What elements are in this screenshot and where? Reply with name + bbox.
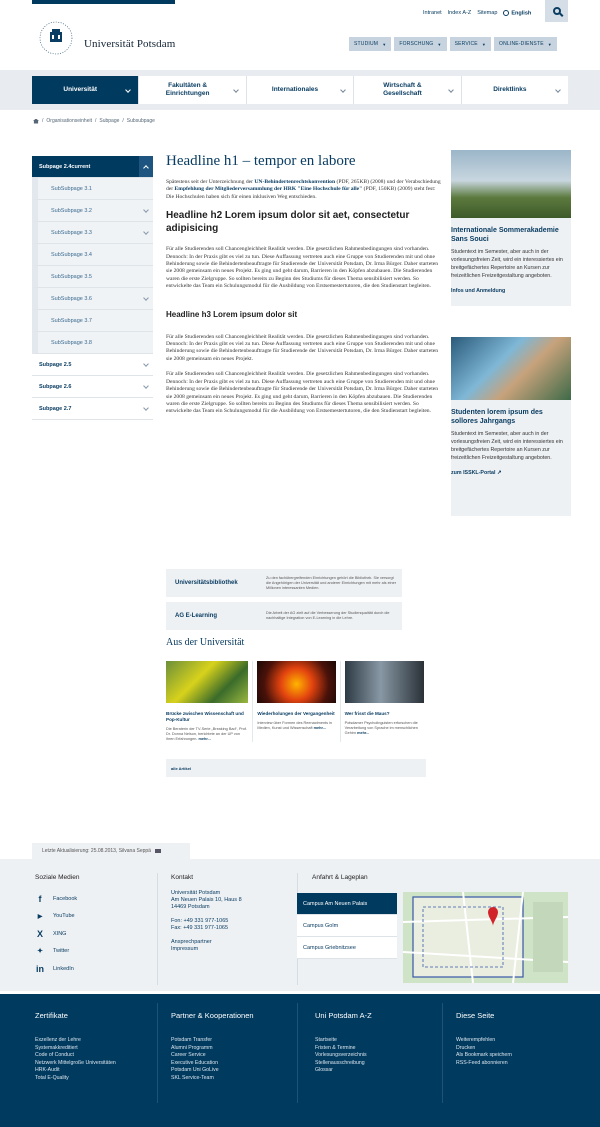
social-youtube[interactable]: ▶ YouTube	[35, 908, 79, 926]
sidenav-subitem[interactable]: SubSubpage 3.4	[32, 244, 153, 266]
directions	[303, 874, 397, 959]
chevron-down-icon	[143, 405, 149, 411]
teaser-link[interactable]: zum ISSKL-Portal ↗	[451, 470, 502, 476]
chevron-down-icon	[340, 87, 346, 93]
news-item[interactable]	[166, 661, 253, 742]
footer-link[interactable]: Stellenausschreibung	[315, 1059, 365, 1066]
teaser-studenten	[451, 337, 571, 516]
news-text: Potsdamer Psycholinguisten erforschen die Verarbeitung von Sprache im menschlichen Gehirn mehr...	[344, 721, 418, 735]
nav-universitaet[interactable]: Universität	[32, 76, 139, 104]
main-content	[166, 152, 442, 424]
page-title: Headline h1 – tempor en labore	[166, 153, 356, 169]
news-image[interactable]	[345, 661, 424, 703]
news-item[interactable]	[253, 661, 340, 742]
directions-title: Anfahrt & Lageplan	[312, 874, 368, 881]
footer-link[interactable]: Code of Conduct	[35, 1052, 74, 1058]
paragraph: Für alle Studierenden soll Chancengleichheit Realität werden. Die gesetzlichen Rahmenbedingungen sind vorhanden. Dennoch: In der Praxis gibt es viel zu tun. Diese Auffassung vertreten auch eine Gruppe von Studierenden mit und ohne Behinderung sowie die Behindertenbeauftragte für Studierende der Universität Potsdam, Dr. Irma Bürger. Daher starteten sie 2008 gemeinsam ein neues Projekt.	[166, 333, 439, 362]
footer-link[interactable]: Systemakkreditiert	[35, 1044, 78, 1051]
sidenav-item[interactable]: Subpage 2.5	[32, 354, 153, 376]
footer-link[interactable]: Als Bookmark speichern	[456, 1052, 512, 1058]
chevron-down-icon	[143, 361, 149, 367]
footer-link[interactable]: Weiterempfehlen	[456, 1037, 496, 1043]
news-text: Interview über Formen des Reenactments in Medien, Kunst und Wissenschaft mehr...	[257, 721, 333, 730]
footer-link[interactable]: Fristen & Termine	[315, 1044, 356, 1051]
breadcrumb-item[interactable]: Subpage	[99, 118, 120, 124]
infobox-elearning[interactable]	[166, 602, 402, 630]
teaser-text: Studentext im Semester, aber auch in der vorlesungsfreien Zeit, wird ein interessiertes ein breitgefächertes Repertoire an Kursen zur freizeitlichen Freizeitgestaltung angeboten.	[451, 249, 563, 279]
contact-line: 14469 Potsdam	[171, 904, 210, 910]
news-title[interactable]: Wer frisst die Maus?	[344, 711, 390, 716]
chevron-down-icon	[448, 87, 454, 93]
search-button[interactable]	[545, 0, 568, 22]
sidenav-item[interactable]: Subpage 2.7	[32, 398, 153, 420]
university-name[interactable]: Universität Potsdam	[84, 38, 176, 50]
sidenav-subitem[interactable]: SubSubpage 3.3	[32, 222, 153, 244]
teaser-image[interactable]	[451, 337, 571, 400]
expand-button[interactable]	[139, 200, 153, 221]
forschung-button[interactable]: FORSCHUNG ▼	[394, 37, 446, 51]
social-title: Soziale Medien	[35, 874, 80, 881]
footer-col-az	[315, 1011, 372, 1075]
youtube-icon: ▶	[37, 913, 43, 920]
un-convention-link[interactable]: UN-Behindertenrechtskonvention	[254, 179, 336, 185]
footer-link[interactable]: Potsdam Uni GoLive	[171, 1067, 219, 1073]
expand-button[interactable]	[139, 288, 153, 309]
chevron-up-icon	[143, 165, 149, 171]
contact-title: Kontakt	[171, 874, 194, 881]
footer-link[interactable]: Potsdam Transfer	[171, 1037, 212, 1043]
footer-col-zertifikate	[35, 1011, 116, 1082]
sidenav-subitem[interactable]: SubSubpage 3.8	[32, 332, 153, 354]
teaser-image[interactable]	[451, 150, 571, 218]
more-link[interactable]: mehr...	[198, 737, 211, 741]
footer-col-title: Zertifikate	[35, 1011, 68, 1020]
news-title[interactable]: Brücke zwischen Wissenschaft und Pop-Kultur	[166, 711, 244, 722]
breadcrumb-item[interactable]: Subsubpage	[126, 118, 155, 124]
footer-link[interactable]: Vorlesungsverzeichnis	[315, 1052, 367, 1058]
index-link[interactable]: Index A-Z	[447, 10, 472, 16]
breadcrumb: / Organisationseinheit / Subpage / Subsubpage	[33, 118, 155, 124]
chevron-down-icon	[143, 295, 149, 301]
breadcrumb-item[interactable]: Organisationseinheit	[46, 118, 92, 124]
chevron-down-icon	[143, 383, 149, 389]
online-dienste-button[interactable]: ONLINE-DIENSTE ▼	[494, 37, 557, 51]
social-twitter[interactable]: ✦ Twitter	[35, 943, 79, 961]
sidenav-subitem[interactable]: SubSubpage 3.7	[32, 310, 153, 332]
campus-tab-griebnitzsee[interactable]: Campus Griebnitzsee	[297, 937, 397, 959]
teaser-link[interactable]: Infos und Anmeldung	[451, 288, 506, 294]
social-xing[interactable]: X XING	[36, 928, 67, 939]
imprint-link[interactable]: Impressum	[171, 946, 199, 952]
social-media	[35, 874, 79, 978]
news-list	[166, 661, 428, 742]
footer-link[interactable]: Career Service	[171, 1052, 206, 1058]
social-linkedin[interactable]: in LinkedIn	[36, 963, 74, 974]
social-facebook[interactable]: f Facebook	[35, 890, 79, 908]
campus-map[interactable]	[403, 892, 568, 983]
footer-link[interactable]: Exzellenz der Lehre	[35, 1037, 81, 1043]
infobox-title[interactable]: AG E-Learning	[175, 613, 218, 619]
infobox-text: Die Arbeit der AG zielt auf die Verbesserung der Studienqualität durch die nachhaltige Integration von E-Learning in die Lehre.	[266, 611, 390, 620]
paragraph: Für alle Studierenden soll Chancengleichheit Realität werden. Die gesetzlichen Rahmenbedingungen sind vorhanden. Dennoch: In der Praxis gibt es viel zu tun. Diese Auffassung vertreten auch eine Gruppe von Studierenden mit und ohne Behinderung sowie die Behindertenbeauftragte für Studierende der Universität Potsdam, Dr. Irma Bürger. Daher starteten sie 2008 gemeinsam ein neues Projekt. Es ging und geht darum, Barrieren in den Köpfen abzubauen. Die Studierenden waren die erste Zielgruppe. So sollten bereits zu Beginn des Studiums für dieses Thema sensibilisiert werden. So entwickelte das Team ein Schulungsmodul für die Ausbildung von Erstsemestertutoren, die den Studienstart begleiten.	[166, 371, 439, 415]
news-item[interactable]	[341, 661, 428, 742]
footer-link[interactable]: Total E-Quality	[35, 1074, 69, 1081]
footer-link[interactable]: Netzwerk Mittelgroße Universitäten	[35, 1059, 116, 1066]
contact-fax: Fax: +49 331 977-1065	[171, 925, 229, 931]
footer-link[interactable]: Alumni Programm	[171, 1044, 213, 1051]
paragraph: Für alle Studierenden soll Chancengleichheit Realität werden. Die gesetzlichen Rahmenbedingungen sind vorhanden. Dennoch: In der Praxis gibt es viel zu tun. Diese Auffassung vertreten auch eine Gruppe von Studierenden mit und ohne Behinderung sowie die Behindertenbeauftragte für Studierende der Universität Potsdam, Dr. Irma Bürger. Daher starteten sie 2008 gemeinsam ein neues Projekt. Es ging und geht darum, Barrieren in den Köpfen abzubauen. Die Studierenden waren die erste Zielgruppe. So sollten bereits zu Beginn des Studiums für dieses Thema sensibilisiert werden. So entwickelte das Team ein Schulungsmodul für die Ausbildung von Erstsemestertutoren, die den Studienstart begleiten.	[166, 246, 439, 290]
teaser-title[interactable]: Internationale Sommerakademie Sans Souci	[451, 227, 559, 243]
footer-col-title: Uni Potsdam A-Z	[315, 1011, 372, 1020]
sidenav-item[interactable]: Subpage 2.6	[32, 376, 153, 398]
news-section-title: Aus der Universität	[166, 637, 245, 648]
divider	[442, 1003, 443, 1103]
footer-link[interactable]: RSS-Feed abonnieren	[456, 1059, 508, 1066]
footer-col-diese-seite	[456, 1011, 512, 1067]
news-title[interactable]: Wiederholungen der Vergangenheit	[257, 711, 335, 716]
side-navigation	[32, 156, 153, 420]
hrk-link[interactable]: Empfehlung der Mitgliederversammlung der HRK "Eine Hochschule für alle"	[174, 186, 363, 193]
sidenav-subitem[interactable]: SubSubpage 3.1	[32, 178, 153, 200]
heading-h3: Headline h3 Lorem ipsum dolor sit	[166, 309, 298, 319]
contact-line: Am Neuen Palais 10, Haus 8	[171, 897, 242, 903]
collapse-button[interactable]	[139, 156, 153, 177]
contact-phone: Fon: +49 331 977-1065	[171, 918, 229, 924]
linkedin-icon: in	[36, 963, 44, 974]
more-link[interactable]: mehr...	[357, 731, 370, 735]
footer-link[interactable]: HRK-Audit	[35, 1067, 60, 1073]
external-link-icon: ↗	[496, 470, 502, 476]
footer-col-title: Partner & Kooperationen	[171, 1011, 254, 1020]
chevron-down-icon: ▼	[481, 41, 486, 47]
sitemap-link[interactable]: Sitemap	[477, 10, 498, 16]
mail-icon[interactable]	[155, 849, 161, 853]
footer-col-title: Diese Seite	[456, 1011, 495, 1020]
xing-icon: X	[36, 928, 43, 939]
chevron-down-icon	[143, 229, 149, 235]
infobox-text: Zu den fachübergreifenden Einrichtungen gehört die Bibliothek. Sie versorgt die Angehörigen der Universität und anderer Einrichtungen mit mehr als einer Millionen interessanten Medien.	[266, 575, 397, 590]
chevron-down-icon: ▼	[547, 41, 552, 47]
sidenav-subitem[interactable]: SubSubpage 3.2	[32, 200, 153, 222]
main-buttons	[349, 37, 557, 51]
footer-link[interactable]: Drucken	[456, 1044, 476, 1051]
search-icon	[553, 7, 561, 15]
nav-wirtschaft[interactable]: Wirtschaft & Gesellschaft	[354, 76, 461, 104]
intranet-link[interactable]: Intranet	[423, 10, 442, 16]
home-icon[interactable]	[33, 119, 39, 124]
footer-link[interactable]: SKL Service-Team	[171, 1074, 214, 1081]
footer-link[interactable]: Startseite	[315, 1037, 337, 1043]
contact-block	[171, 874, 242, 953]
chevron-down-icon	[233, 87, 239, 93]
infobox-bibliothek[interactable]	[166, 569, 402, 597]
campus-tab-neues-palais[interactable]: Campus Am Neuen Palais	[297, 893, 397, 915]
expand-button[interactable]	[139, 354, 153, 375]
divider	[157, 1003, 158, 1103]
footer-col-partner	[171, 1011, 254, 1082]
chevron-down-icon: ▼	[437, 41, 442, 47]
chevron-down-icon: ▼	[382, 41, 387, 47]
sidenav-subitem[interactable]: SubSubpage 3.6	[32, 288, 153, 310]
expand-button[interactable]	[139, 398, 153, 419]
last-updated: Letzte Aktualisierung: 25.08.2013, Silvana Seppä	[32, 843, 190, 859]
university-seal-logo[interactable]	[38, 20, 74, 56]
globe-icon	[503, 10, 509, 16]
infobox-title[interactable]: Universitätsbibliothek	[175, 580, 238, 586]
news-text: Die Beraterin der TV-Serie „Breaking Bad“, Prof. Dr. Donna Nelson, berichtete an der UP von ihren Erfahrungen. mehr...	[166, 727, 247, 741]
top-accent-bar	[32, 0, 175, 4]
contact-person-link[interactable]: Ansprechpartner	[171, 939, 212, 945]
twitter-icon: ✦	[37, 948, 43, 956]
facebook-icon: f	[38, 893, 42, 904]
intro-paragraph: Spätestens seit der Unterzeichnung der UN-Behindertenrechtskonvention (PDF, 265KB) (2008) und der Verabschiedung der Empfehlung der Mitgliederversammlung der HRK "Eine Hochschule für alle" (PDF, 150KB) (2009) steht fest: Die Hochschulen haben sich für einen inklusiven Weg entschieden.	[166, 179, 441, 200]
service-button[interactable]: SERVICE ▼	[450, 37, 491, 51]
studium-button[interactable]: STUDIUM ▼	[349, 37, 391, 51]
more-link[interactable]: mehr...	[313, 726, 326, 730]
nav-direktlinks[interactable]: Direktlinks	[462, 76, 568, 104]
divider	[297, 1003, 298, 1103]
teaser-title[interactable]: Studenten lorem ipsum des sollores Jahrgangs	[451, 409, 543, 425]
news-image[interactable]	[166, 661, 248, 703]
nav-internationales[interactable]: Internationales	[247, 76, 354, 104]
utility-nav	[423, 7, 531, 19]
teaser-sommerakademie	[451, 150, 571, 306]
language-link[interactable]: English	[503, 10, 531, 16]
news-image[interactable]	[257, 661, 335, 703]
all-articles-link[interactable]: alle Artikel	[166, 759, 426, 777]
footer-link[interactable]: Executive Education	[171, 1059, 219, 1066]
expand-button[interactable]	[139, 376, 153, 397]
nav-fakultaeten[interactable]: Fakultäten & Einrichtungen	[139, 76, 246, 104]
sidenav-current-item[interactable]: Subpage 2.4current	[32, 156, 153, 178]
campus-tab-golm[interactable]: Campus Golm	[297, 915, 397, 937]
expand-button[interactable]	[139, 222, 153, 243]
sidenav-subitem[interactable]: SubSubpage 3.5	[32, 266, 153, 288]
contact-line: Universität Potsdam	[171, 890, 221, 896]
heading-h2: Headline h2 Lorem ipsum dolor sit aet, consectetur adipisicing	[166, 210, 410, 235]
divider	[157, 873, 158, 985]
footer-link[interactable]: Glossar	[315, 1067, 333, 1073]
chevron-down-icon	[126, 87, 132, 93]
main-nav	[32, 76, 568, 104]
teaser-text: Studentext im Semester, aber auch in der vorlesungsfreien Zeit, wird ein interessiertes ein breitgefächertes Repertoire an Kursen zur freizeitlichen Freizeitgestaltung angeboten.	[451, 431, 563, 461]
chevron-down-icon	[555, 87, 561, 93]
chevron-down-icon	[143, 207, 149, 213]
